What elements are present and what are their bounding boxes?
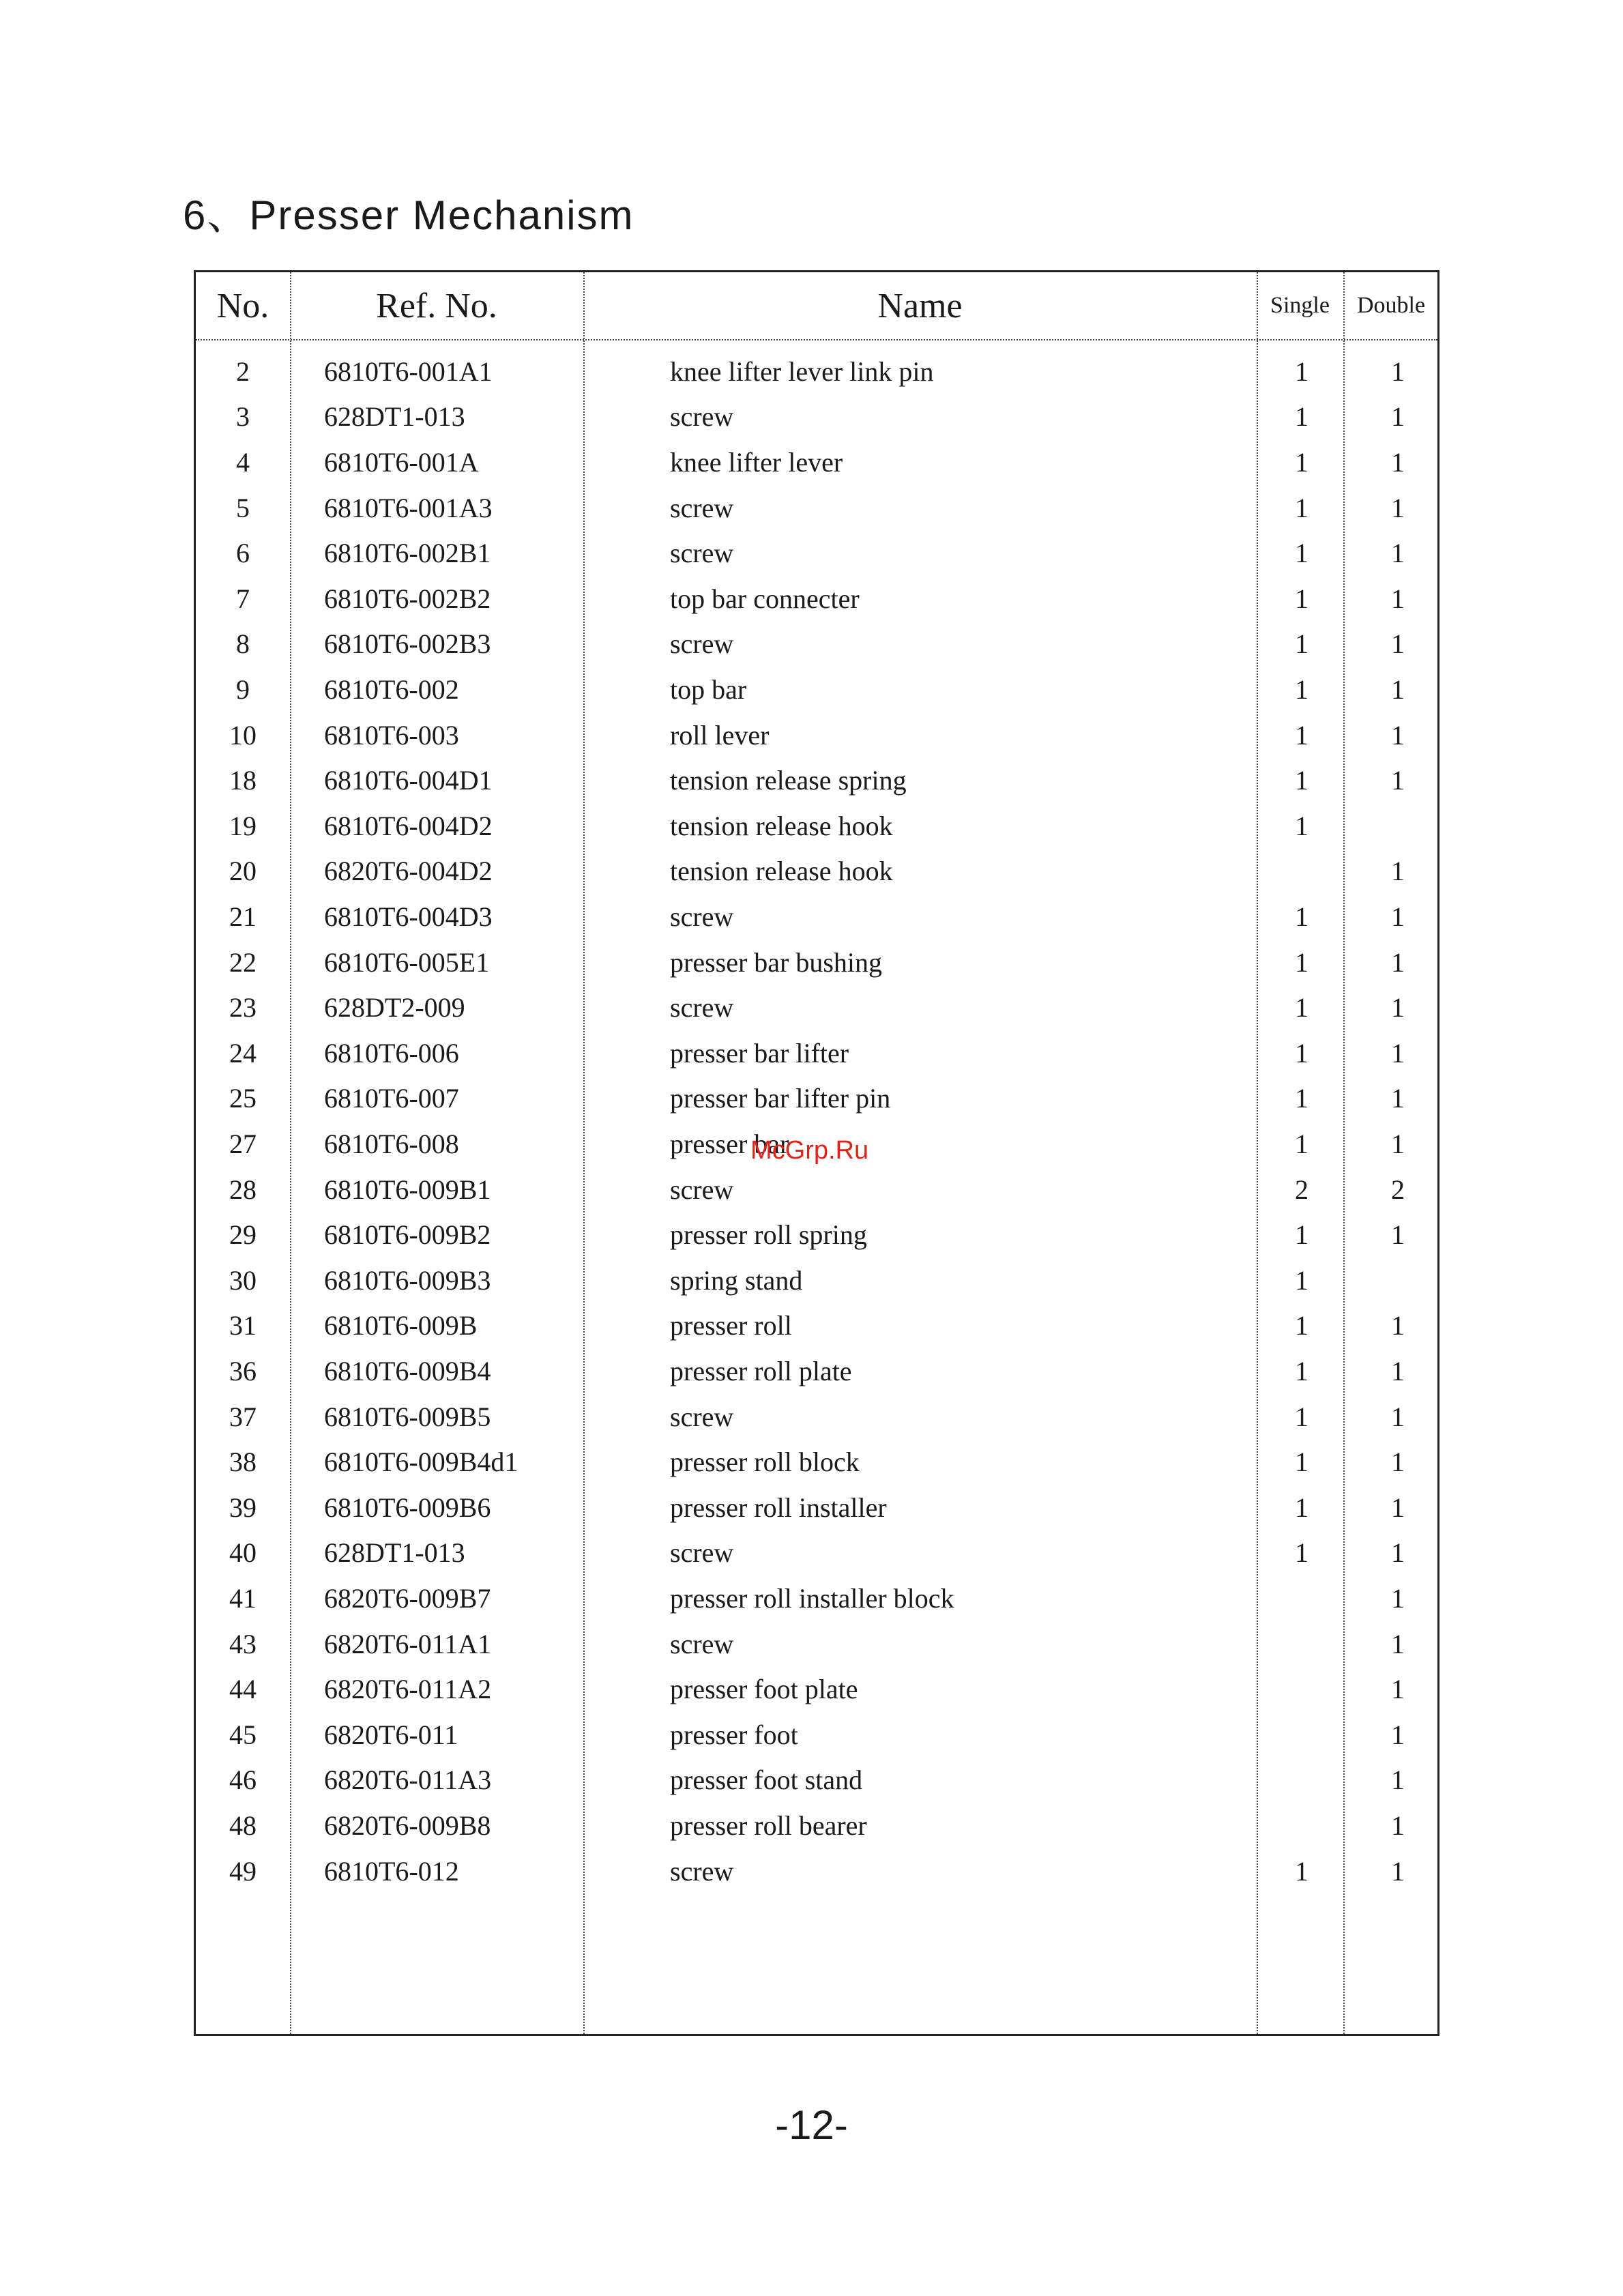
qty-double: 2: [1391, 1174, 1405, 1205]
part-number: 27: [229, 1128, 257, 1159]
qty-double: 1: [1391, 1219, 1405, 1251]
table-row: [196, 1303, 1437, 1349]
table-row: [196, 803, 1437, 849]
qty-single: 1: [1295, 992, 1308, 1023]
header-single: Single: [1270, 293, 1330, 318]
qty-single: 1: [1295, 583, 1308, 614]
part-number: 9: [236, 673, 250, 705]
table-row: [196, 985, 1437, 1030]
qty-single: 1: [1295, 810, 1308, 841]
table-row: [196, 1803, 1437, 1848]
qty-double: 1: [1391, 1128, 1405, 1159]
table-row: [196, 1485, 1437, 1530]
reference-number: 628DT1-013: [324, 401, 465, 433]
header-double: Double: [1356, 293, 1426, 318]
qty-double: 1: [1391, 719, 1405, 751]
table-row: [196, 1439, 1437, 1485]
reference-number: 6810T6-001A: [324, 446, 479, 478]
qty-double: 1: [1391, 1674, 1405, 1705]
qty-double: 1: [1391, 355, 1405, 387]
qty-double: 1: [1391, 446, 1405, 478]
qty-double: 1: [1391, 765, 1405, 796]
part-number: 29: [229, 1219, 257, 1251]
part-name: screw: [670, 492, 734, 523]
qty-single: 1: [1295, 1310, 1308, 1341]
part-name: screw: [670, 1174, 734, 1205]
page-number: -12-: [775, 2102, 848, 2148]
part-name: top bar connecter: [670, 583, 860, 614]
part-name: knee lifter lever link pin: [670, 355, 934, 387]
qty-single: 1: [1295, 1447, 1308, 1478]
reference-number: 6810T6-004D1: [324, 765, 493, 796]
part-number: 45: [229, 1719, 257, 1750]
reference-number: 6810T6-009B4d1: [324, 1447, 518, 1478]
table-row: [196, 394, 1437, 440]
part-name: tension release hook: [670, 856, 893, 887]
part-number: 22: [229, 946, 257, 978]
qty-double: 1: [1391, 901, 1405, 932]
part-name: screw: [670, 1401, 734, 1432]
part-number: 7: [236, 583, 250, 614]
qty-single: 2: [1295, 1174, 1308, 1205]
part-number: 30: [229, 1264, 257, 1296]
part-number: 28: [229, 1174, 257, 1205]
table-row: [196, 1030, 1437, 1076]
reference-number: 6810T6-009B: [324, 1310, 478, 1341]
part-number: 46: [229, 1764, 257, 1796]
qty-single: [1260, 1575, 1343, 1621]
table-row: [196, 1575, 1437, 1621]
part-number: 4: [236, 446, 250, 478]
reference-number: 6810T6-007: [324, 1083, 459, 1114]
qty-double: 1: [1391, 1401, 1405, 1432]
part-name: presser bar lifter pin: [670, 1083, 891, 1114]
part-name: screw: [670, 401, 734, 433]
header-no: No.: [216, 286, 269, 325]
qty-double: 1: [1391, 1810, 1405, 1841]
part-number: 18: [229, 765, 257, 796]
qty-double: 1: [1391, 673, 1405, 705]
table-row: [196, 667, 1437, 712]
table-row: [196, 1848, 1437, 1894]
qty-single: 1: [1295, 673, 1308, 705]
qty-single: [1260, 1621, 1343, 1667]
qty-single: 1: [1295, 901, 1308, 932]
table-row: [196, 1348, 1437, 1394]
table-row: [196, 894, 1437, 940]
reference-number: 6810T6-005E1: [324, 946, 490, 978]
header-name: Name: [877, 286, 963, 325]
qty-single: [1260, 1712, 1343, 1758]
qty-double: 1: [1391, 1492, 1405, 1523]
reference-number: 6810T6-003: [324, 719, 459, 751]
part-name: presser bar lifter: [670, 1037, 849, 1069]
part-name: screw: [670, 901, 734, 932]
qty-single: 1: [1295, 1855, 1308, 1887]
qty-single: 1: [1295, 1401, 1308, 1432]
part-name: roll lever: [670, 719, 770, 751]
reference-number: 6810T6-002: [324, 673, 459, 705]
part-number: 20: [229, 856, 257, 887]
qty-single: 1: [1295, 1492, 1308, 1523]
watermark: McGrp.Ru: [750, 1136, 869, 1165]
reference-number: 6810T6-001A3: [324, 492, 493, 523]
reference-number: 6810T6-002B3: [324, 628, 491, 660]
qty-single: 1: [1295, 1128, 1308, 1159]
table-row: [196, 622, 1437, 667]
qty-single: 1: [1295, 355, 1308, 387]
part-name: presser bar bushing: [670, 946, 883, 978]
part-name: presser roll: [670, 1310, 792, 1341]
part-number: 38: [229, 1447, 257, 1478]
part-number: 41: [229, 1582, 257, 1614]
qty-single: 1: [1295, 628, 1308, 660]
part-number: 8: [236, 628, 250, 660]
qty-double: 1: [1391, 1355, 1405, 1386]
part-number: 19: [229, 810, 257, 841]
table-row: [196, 485, 1437, 531]
part-number: 25: [229, 1083, 257, 1114]
table-row: [196, 849, 1437, 895]
qty-double: [1354, 1258, 1442, 1303]
table-row: [196, 439, 1437, 485]
table-row: [196, 576, 1437, 622]
part-number: 39: [229, 1492, 257, 1523]
part-name: presser roll bearer: [670, 1810, 867, 1841]
section-title: 6、Presser Mechanism: [183, 192, 634, 238]
part-number: 31: [229, 1310, 257, 1341]
qty-double: 1: [1391, 856, 1405, 887]
qty-single: 1: [1295, 538, 1308, 569]
table-row: [196, 712, 1437, 758]
part-number: 3: [236, 401, 250, 433]
part-name: presser foot stand: [670, 1764, 863, 1796]
reference-number: 6810T6-002B1: [324, 538, 491, 569]
reference-number: 6810T6-009B2: [324, 1219, 491, 1251]
reference-number: 6820T6-011A1: [324, 1628, 492, 1659]
table-row: [196, 1712, 1437, 1758]
table-row: [196, 1212, 1437, 1258]
reference-number: 6820T6-011: [324, 1719, 458, 1750]
reference-number: 6820T6-009B7: [324, 1582, 491, 1614]
qty-double: 1: [1391, 1719, 1405, 1750]
part-name: presser roll installer block: [670, 1582, 954, 1614]
qty-single: 1: [1295, 1219, 1308, 1251]
reference-number: 6810T6-004D3: [324, 901, 493, 932]
part-name: presser roll installer: [670, 1492, 887, 1523]
part-number: 44: [229, 1674, 257, 1705]
part-name: top bar: [670, 673, 747, 705]
qty-double: 1: [1391, 492, 1405, 523]
part-name: presser foot plate: [670, 1674, 858, 1705]
reference-number: 6810T6-009B4: [324, 1355, 491, 1386]
part-name: presser bar: [670, 1128, 789, 1159]
part-number: 48: [229, 1810, 257, 1841]
part-name: knee lifter lever: [670, 446, 843, 478]
qty-double: 1: [1391, 1537, 1405, 1569]
part-name: screw: [670, 1855, 734, 1887]
header-ref-no: Ref. No.: [376, 286, 497, 325]
part-name: spring stand: [670, 1264, 803, 1296]
qty-single: [1260, 1803, 1343, 1848]
reference-number: 6820T6-004D2: [324, 856, 493, 887]
reference-number: 6810T6-004D2: [324, 810, 493, 841]
part-name: screw: [670, 1537, 734, 1569]
table-row: [196, 940, 1437, 985]
reference-number: 6820T6-011A3: [324, 1764, 492, 1796]
part-number: 40: [229, 1537, 257, 1569]
qty-double: 1: [1391, 1855, 1405, 1887]
qty-double: 1: [1391, 583, 1405, 614]
qty-single: 1: [1295, 446, 1308, 478]
table-row: [196, 1758, 1437, 1803]
qty-single: 1: [1295, 1037, 1308, 1069]
reference-number: 628DT1-013: [324, 1537, 465, 1569]
part-number: 21: [229, 901, 257, 932]
qty-double: 1: [1391, 1310, 1405, 1341]
qty-single: [1260, 849, 1343, 895]
part-name: screw: [670, 538, 734, 569]
table-row: [196, 349, 1437, 394]
qty-single: 1: [1295, 946, 1308, 978]
qty-double: 1: [1391, 1037, 1405, 1069]
reference-number: 6810T6-008: [324, 1128, 459, 1159]
qty-double: 1: [1391, 628, 1405, 660]
qty-single: 1: [1295, 492, 1308, 523]
part-name: tension release spring: [670, 765, 907, 796]
reference-number: 6810T6-009B1: [324, 1174, 491, 1205]
qty-double: [1354, 803, 1442, 849]
part-name: screw: [670, 1628, 734, 1659]
table-row: [196, 530, 1437, 576]
qty-single: 1: [1295, 401, 1308, 433]
part-number: 36: [229, 1355, 257, 1386]
qty-single: 1: [1295, 1264, 1308, 1296]
qty-single: 1: [1295, 1355, 1308, 1386]
table-header: [196, 272, 1437, 340]
qty-double: 1: [1391, 1628, 1405, 1659]
reference-number: 6810T6-001A1: [324, 355, 493, 387]
part-name: presser roll spring: [670, 1219, 867, 1251]
part-name: presser foot: [670, 1719, 798, 1750]
qty-double: 1: [1391, 1447, 1405, 1478]
reference-number: 6810T6-012: [324, 1855, 459, 1887]
qty-single: 1: [1295, 1537, 1308, 1569]
part-name: presser roll block: [670, 1447, 860, 1478]
part-number: 24: [229, 1037, 257, 1069]
qty-double: 1: [1391, 946, 1405, 978]
reference-number: 6820T6-011A2: [324, 1674, 492, 1705]
table-row: [196, 1167, 1437, 1212]
part-number: 5: [236, 492, 250, 523]
qty-double: 1: [1391, 1582, 1405, 1614]
reference-number: 6810T6-009B6: [324, 1492, 491, 1523]
part-name: presser roll plate: [670, 1355, 852, 1386]
qty-single: 1: [1295, 765, 1308, 796]
qty-single: 1: [1295, 719, 1308, 751]
table-row: [196, 1666, 1437, 1712]
qty-single: [1260, 1758, 1343, 1803]
table-row: [196, 757, 1437, 803]
table-row: [196, 1394, 1437, 1440]
part-number: 37: [229, 1401, 257, 1432]
part-number: 23: [229, 992, 257, 1023]
reference-number: 6810T6-006: [324, 1037, 459, 1069]
part-name: screw: [670, 992, 734, 1023]
part-name: tension release hook: [670, 810, 893, 841]
part-number: 43: [229, 1628, 257, 1659]
reference-number: 6810T6-009B5: [324, 1401, 491, 1432]
reference-number: 628DT2-009: [324, 992, 465, 1023]
table-row: [196, 1076, 1437, 1122]
qty-double: 1: [1391, 992, 1405, 1023]
qty-double: 1: [1391, 1764, 1405, 1796]
part-name: screw: [670, 628, 734, 660]
reference-number: 6810T6-009B3: [324, 1264, 491, 1296]
table-row: [196, 1530, 1437, 1576]
part-number: 6: [236, 538, 250, 569]
reference-number: 6820T6-009B8: [324, 1810, 491, 1841]
qty-double: 1: [1391, 401, 1405, 433]
qty-double: 1: [1391, 538, 1405, 569]
part-number: 49: [229, 1855, 257, 1887]
part-number: 10: [229, 719, 257, 751]
part-number: 2: [236, 355, 250, 387]
qty-double: 1: [1391, 1083, 1405, 1114]
table-row: [196, 1621, 1437, 1667]
qty-single: 1: [1295, 1083, 1308, 1114]
reference-number: 6810T6-002B2: [324, 583, 491, 614]
qty-single: [1260, 1666, 1343, 1712]
table-row: [196, 1258, 1437, 1303]
